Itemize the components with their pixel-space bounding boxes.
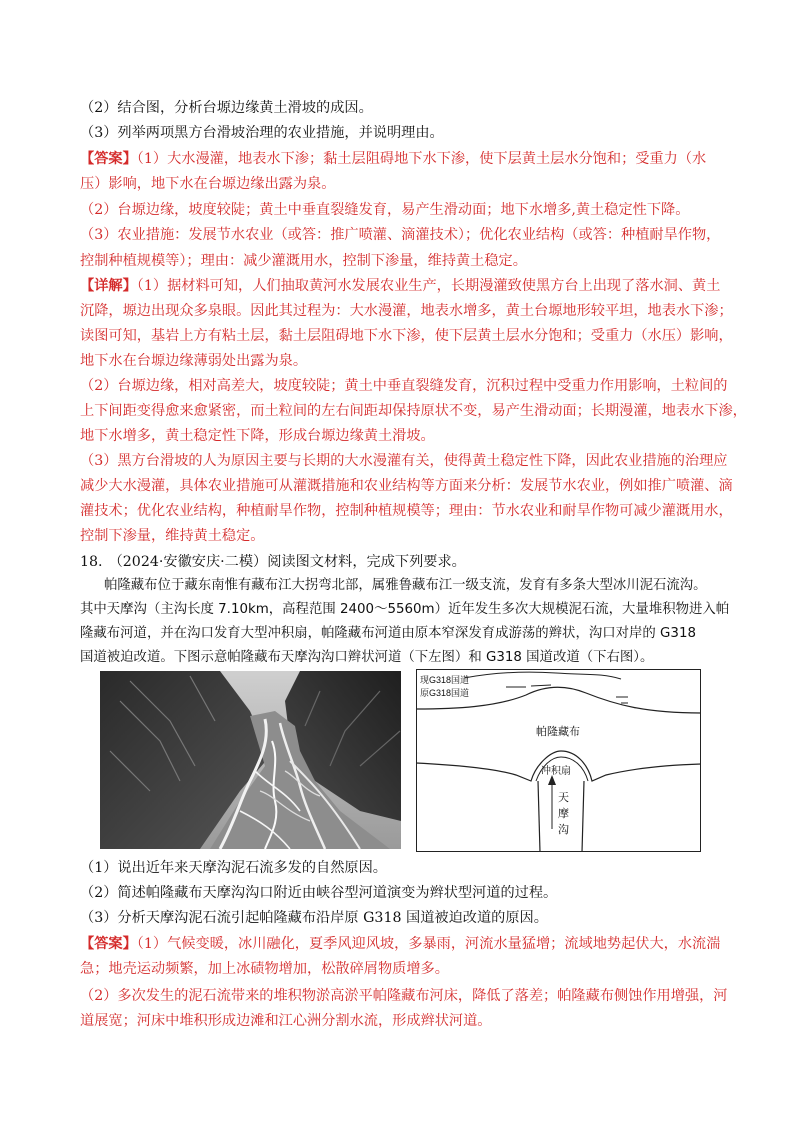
answer-tag: 【答案】 <box>80 936 137 952</box>
q17-detail-line-5: （2）台塬边缘，相对高差大，坡度较陡；黄土中垂直裂缝发育，沉积过程中受重力作用影响，土粒间的 <box>80 378 728 394</box>
svg-text:天: 天 <box>558 792 569 804</box>
q18-answer-line-3: （2）多次发生的泥石流带来的堆积物淤高淤平帕隆藏布河床，降低了落差；帕隆藏布侧蚀作用增强，河 <box>80 988 728 1004</box>
q17-detail-line-4: 地下水在台塬边缘薄弱处出露为泉。 <box>80 353 308 369</box>
q18-material-line-1: 帕隆藏布位于藏东南惟有藏布江大拐弯北部，属雅鲁藏布江一级支流，发育有多条大型冰川泥石流沟。 <box>104 578 707 593</box>
gully-label <box>558 791 569 836</box>
q17-detail-line-1: 【详解】（1）据材料可知，人们抽取黄河水发展农业生产，长期漫灌致使黑方台上出现了落水洞、黄土 <box>80 278 721 294</box>
q17-detail-line-10: 灌技术；优化农业结构，种植耐旱作物，控制种植规模等；理由：节水农业和耐旱作物可减少灌溉用水， <box>80 503 733 519</box>
q18-material-line-4: 国道被迫改道。下图示意帕隆藏布天摩沟沟口辫状河道（下左图）和 G318 国道改道（下右图）。 <box>80 650 654 665</box>
q18-answer-line-2: 急；地壳运动频繁，加上冰碛物增加，松散碎屑物质增多。 <box>80 961 449 977</box>
q18-heading <box>80 550 730 574</box>
new-road-label: 现G318国道 <box>420 675 470 685</box>
q17-answer-line-2: 压）影响，地下水在台塬边缘出露为泉。 <box>80 176 336 192</box>
braided-channel-photo-drawing <box>100 671 401 849</box>
q18-material-line-2: 其中天摩沟（主沟长度 7.10km，高程范围 2400～5560m）近年发生多次大规模泥石流，大量堆积物进入帕 <box>80 602 730 617</box>
q17-detail-line-8: （3）黑方台滑坡的人为原因主要与长期的大水漫灌有关，使得黄土稳定性下降，因此农业措施的治理应 <box>80 453 728 469</box>
q17-subquestion-2: （2）结合图，分析台塬边缘黄土滑坡的成因。 <box>80 100 373 116</box>
q17-detail-line-7: 地下水增多，黄土稳定性下降，形成台塬边缘黄土滑坡。 <box>80 428 435 444</box>
svg-text:沟: 沟 <box>558 824 569 836</box>
q18-question-3: （3）分析天摩沟泥石流引起帕隆藏布沿岸原 G318 国道被迫改道的原因。 <box>80 910 548 926</box>
q18-source: （2024·安徽安庆·二模）阅读图文材料，完成下列要求。 <box>108 554 466 570</box>
q17-detail-line-2: 沉降，塬边出现众多泉眼。因此其过程为：大水漫灌，地表水增多，黄土台塬地形较平坦，地表水下渗； <box>80 303 733 319</box>
q17-detail-line-3: 读图可知，基岩上方有粘土层，黏土层阻碍地下水下渗，使下层黄土层水分饱和；受重力（水压）影响， <box>80 328 733 344</box>
g318-diversion-diagram-drawing <box>416 669 701 852</box>
q17-answer-line-4: （3）农业措施：发展节水农业（或答：推广喷灌、滴灌技术）；优化农业结构（或答：种植耐旱作物， <box>80 227 721 243</box>
alluvial-fan-label: 冲积扇 <box>541 766 571 777</box>
q18-answer-line-4: 道展宽；河床中堆积形成边滩和江心洲分割水流，形成辫状河道。 <box>80 1013 492 1029</box>
answer-tag: 【答案】 <box>80 151 137 167</box>
q18-question-2: （2）简述帕隆藏布天摩沟沟口附近由峡谷型河道演变为辫状型河道的过程。 <box>80 885 558 901</box>
q17-subquestion-3: （3）列举两项黑方台滑坡治理的农业措施，并说明理由。 <box>80 125 444 141</box>
q18-question-1: （1）说出近年来天摩沟泥石流多发的自然原因。 <box>80 860 387 876</box>
q17-answer-line-5: 控制种植规模等）；理由：减少灌溉用水，控制下渗量，维持黄土稳定。 <box>80 253 527 269</box>
river-label: 帕隆藏布 <box>536 726 580 738</box>
g318-diversion-diagram <box>416 669 701 852</box>
q18-number: 18. <box>80 554 103 570</box>
q18-answer-line-1: 【答案】（1）气候变暖，冰川融化，夏季风迎风坡，多暴雨，河流水量猛增；流域地势起伏大，水流湍 <box>80 936 721 952</box>
q17-detail-line-6: 上下间距变得愈来愈紧密，而土粒间的左右间距却保持原状不变，易产生滑动面；长期漫灌，地表水下渗， <box>80 403 747 419</box>
q17-detail-line-9: 减少大水漫灌，具体农业措施可从灌溉措施和农业结构等方面来分析：发展节水农业，例如推广喷灌、滴 <box>80 478 733 494</box>
q17-answer-line-3: （2）台塬边缘，坡度较陡；黄土中垂直裂缝发育，易产生滑动面；地下水增多,黄土稳定性下降。 <box>80 202 690 218</box>
braided-channel-photo <box>100 671 401 849</box>
old-road-label: 原G318国道 <box>420 688 470 698</box>
detail-tag: 【详解】 <box>80 278 137 294</box>
q17-answer-line-1: 【答案】（1）大水漫灌，地表水下渗；黏土层阻碍地下水下渗，使下层黄土层水分饱和；受重力（水 <box>80 151 707 167</box>
svg-text:摩: 摩 <box>558 808 569 820</box>
q18-material-line-3: 隆藏布河道，并在沟口发育大型冲积扇，帕隆藏布河道由原本窄深发育成游荡的辫状，沟口对岸的 G318 <box>80 626 696 641</box>
q17-detail-line-11: 控制下渗量，维持黄土稳定。 <box>80 528 265 544</box>
